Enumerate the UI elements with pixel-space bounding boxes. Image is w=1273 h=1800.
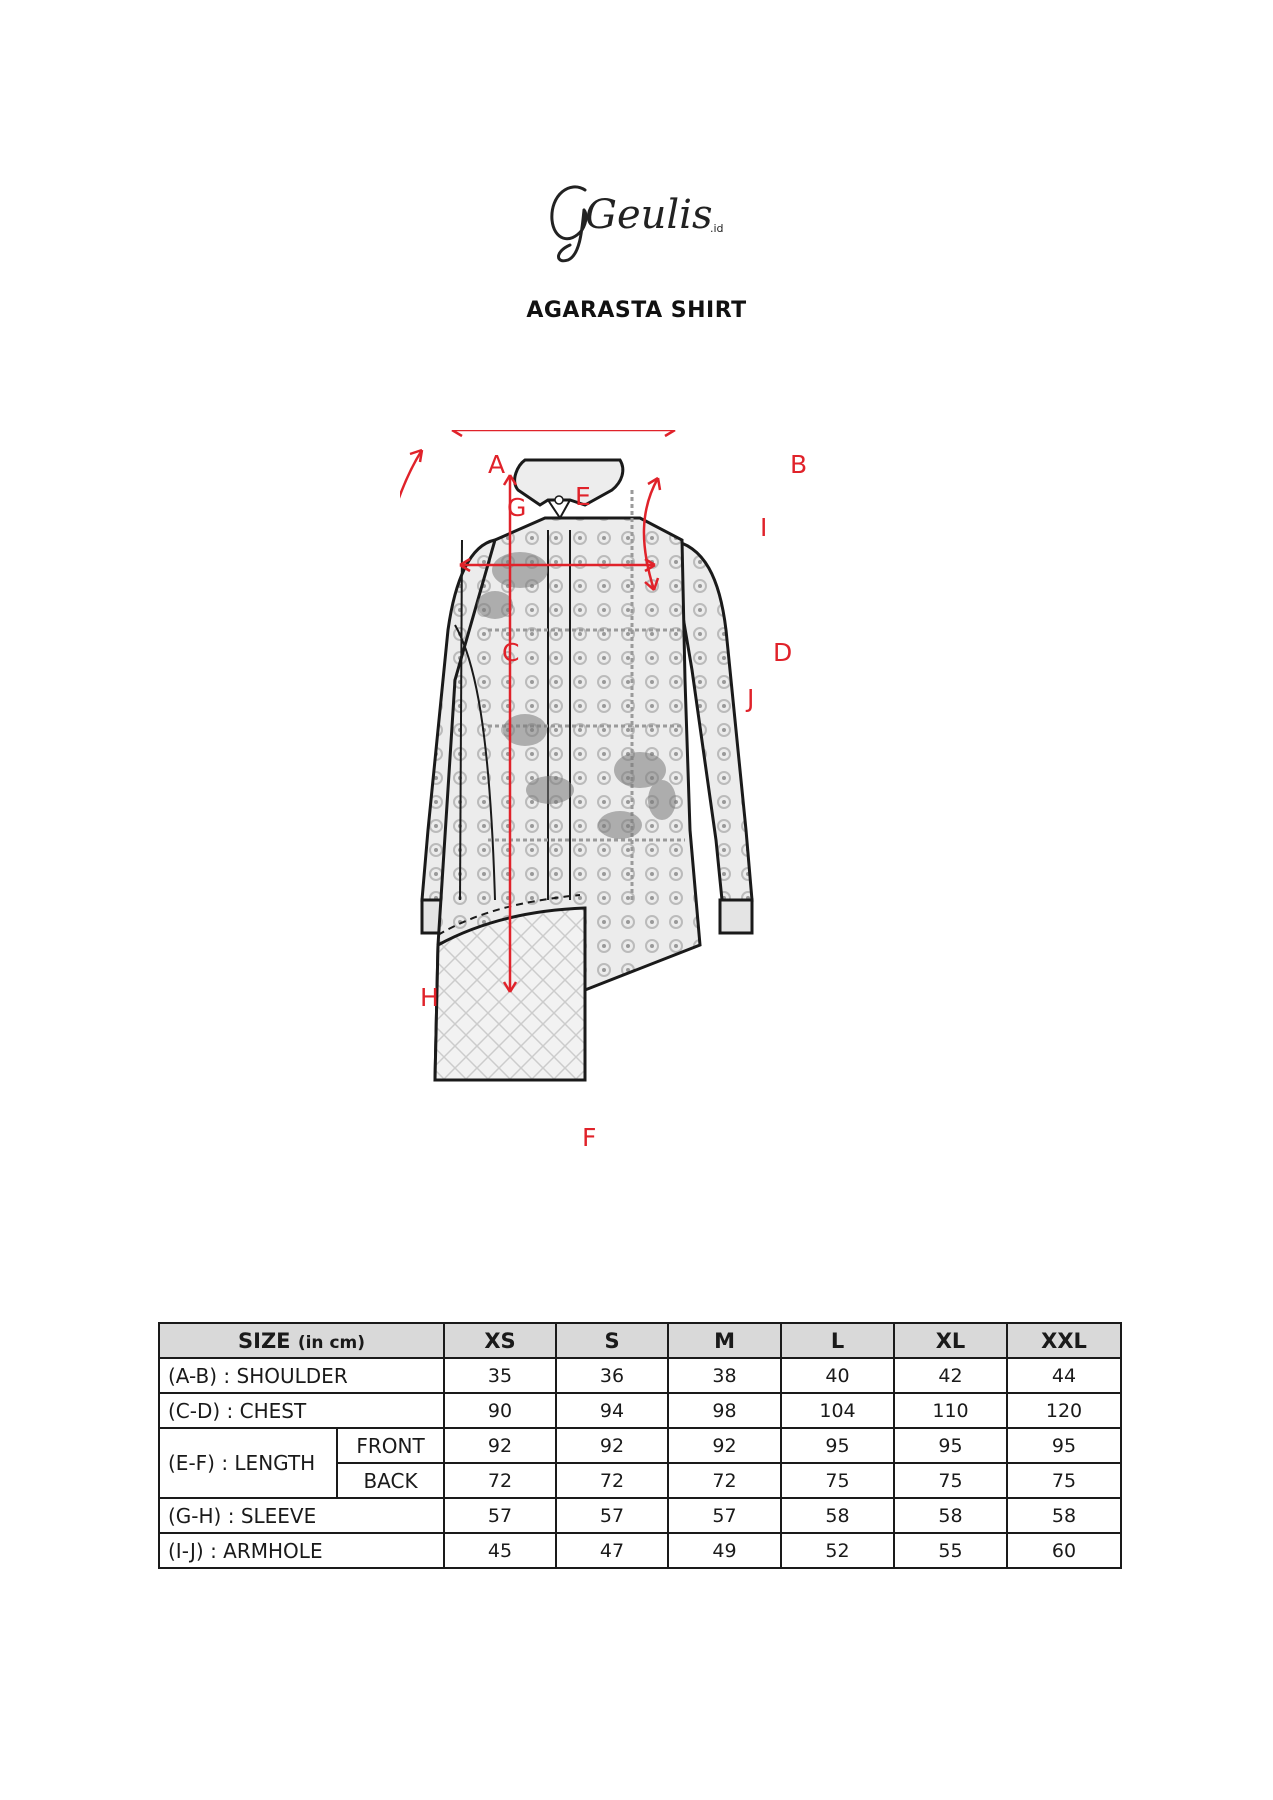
table-cell: 55	[894, 1533, 1007, 1568]
table-cell: 44	[1007, 1358, 1121, 1393]
row-label-chest: (C-D) : CHEST	[159, 1393, 444, 1428]
row-label-sleeve: (G-H) : SLEEVE	[159, 1498, 444, 1533]
label-h: H	[420, 983, 439, 1012]
table-cell: 45	[444, 1533, 556, 1568]
table-cell: 38	[668, 1358, 781, 1393]
label-i: I	[760, 513, 768, 542]
label-b: B	[790, 450, 808, 479]
size-col-xs: XS	[444, 1323, 556, 1358]
table-cell: 58	[1007, 1498, 1121, 1533]
table-cell: 94	[556, 1393, 668, 1428]
table-cell: 58	[781, 1498, 894, 1533]
row-label-armhole: (I-J) : ARMHOLE	[159, 1533, 444, 1568]
table-cell: 75	[781, 1463, 894, 1498]
table-row-sleeve	[159, 1498, 1121, 1533]
size-col-xxl: XXL	[1007, 1323, 1121, 1358]
table-cell: 95	[894, 1428, 1007, 1463]
label-a: A	[488, 450, 506, 479]
table-cell: 35	[444, 1358, 556, 1393]
size-col-m: M	[668, 1323, 781, 1358]
logo-suffix: .id	[710, 222, 724, 235]
table-cell: 95	[781, 1428, 894, 1463]
size-col-xl: XL	[894, 1323, 1007, 1358]
size-col-s: S	[556, 1323, 668, 1358]
table-cell: 92	[668, 1428, 781, 1463]
label-c: C	[502, 638, 520, 667]
table-row-length-front	[159, 1428, 1121, 1463]
table-cell: 120	[1007, 1393, 1121, 1428]
size-header-cell	[159, 1323, 444, 1358]
table-cell: 98	[668, 1393, 781, 1428]
table-row-armhole	[159, 1533, 1121, 1568]
table-header-row	[159, 1323, 1121, 1358]
table-row-shoulder	[159, 1358, 1121, 1393]
label-g: G	[507, 493, 527, 522]
table-cell: 92	[556, 1428, 668, 1463]
size-col-l: L	[781, 1323, 894, 1358]
table-cell: 90	[444, 1393, 556, 1428]
right-cuff	[720, 900, 752, 933]
size-header-label: SIZE	[238, 1328, 291, 1353]
label-d: D	[773, 638, 793, 667]
size-header-unit: (in cm)	[297, 1332, 366, 1353]
row-label-shoulder: (A-B) : SHOULDER	[159, 1358, 444, 1393]
table-cell: 58	[894, 1498, 1007, 1533]
garment-diagram	[400, 430, 860, 1150]
table-cell: 60	[1007, 1533, 1121, 1568]
product-title: AGARASTA SHIRT	[526, 298, 747, 323]
table-cell: 72	[668, 1463, 781, 1498]
table-cell: 47	[556, 1533, 668, 1568]
table-cell: 42	[894, 1358, 1007, 1393]
logo-text: Geulis	[585, 192, 713, 238]
table-cell: 72	[444, 1463, 556, 1498]
table-cell: 110	[894, 1393, 1007, 1428]
collar	[515, 460, 623, 505]
table-cell: 57	[668, 1498, 781, 1533]
table-cell: 57	[556, 1498, 668, 1533]
label-j: J	[747, 684, 755, 713]
table-cell: 49	[668, 1533, 781, 1568]
table-cell: 40	[781, 1358, 894, 1393]
table-cell: 57	[444, 1498, 556, 1533]
table-cell: 72	[556, 1463, 668, 1498]
table-cell: 104	[781, 1393, 894, 1428]
label-f: F	[582, 1123, 597, 1152]
label-e: E	[575, 482, 591, 511]
sub-label-back: BACK	[337, 1463, 444, 1498]
row-label-length: (E-F) : LENGTH	[159, 1428, 337, 1498]
size-chart-table	[158, 1322, 1122, 1569]
table-cell: 95	[1007, 1428, 1121, 1463]
table-cell: 75	[894, 1463, 1007, 1498]
table-row-chest	[159, 1393, 1121, 1428]
brand-logo	[540, 160, 740, 270]
sub-label-front: FRONT	[337, 1428, 444, 1463]
table-cell: 75	[1007, 1463, 1121, 1498]
sleeve-measure-line	[400, 450, 422, 842]
table-cell: 36	[556, 1358, 668, 1393]
table-cell: 52	[781, 1533, 894, 1568]
table-cell: 92	[444, 1428, 556, 1463]
